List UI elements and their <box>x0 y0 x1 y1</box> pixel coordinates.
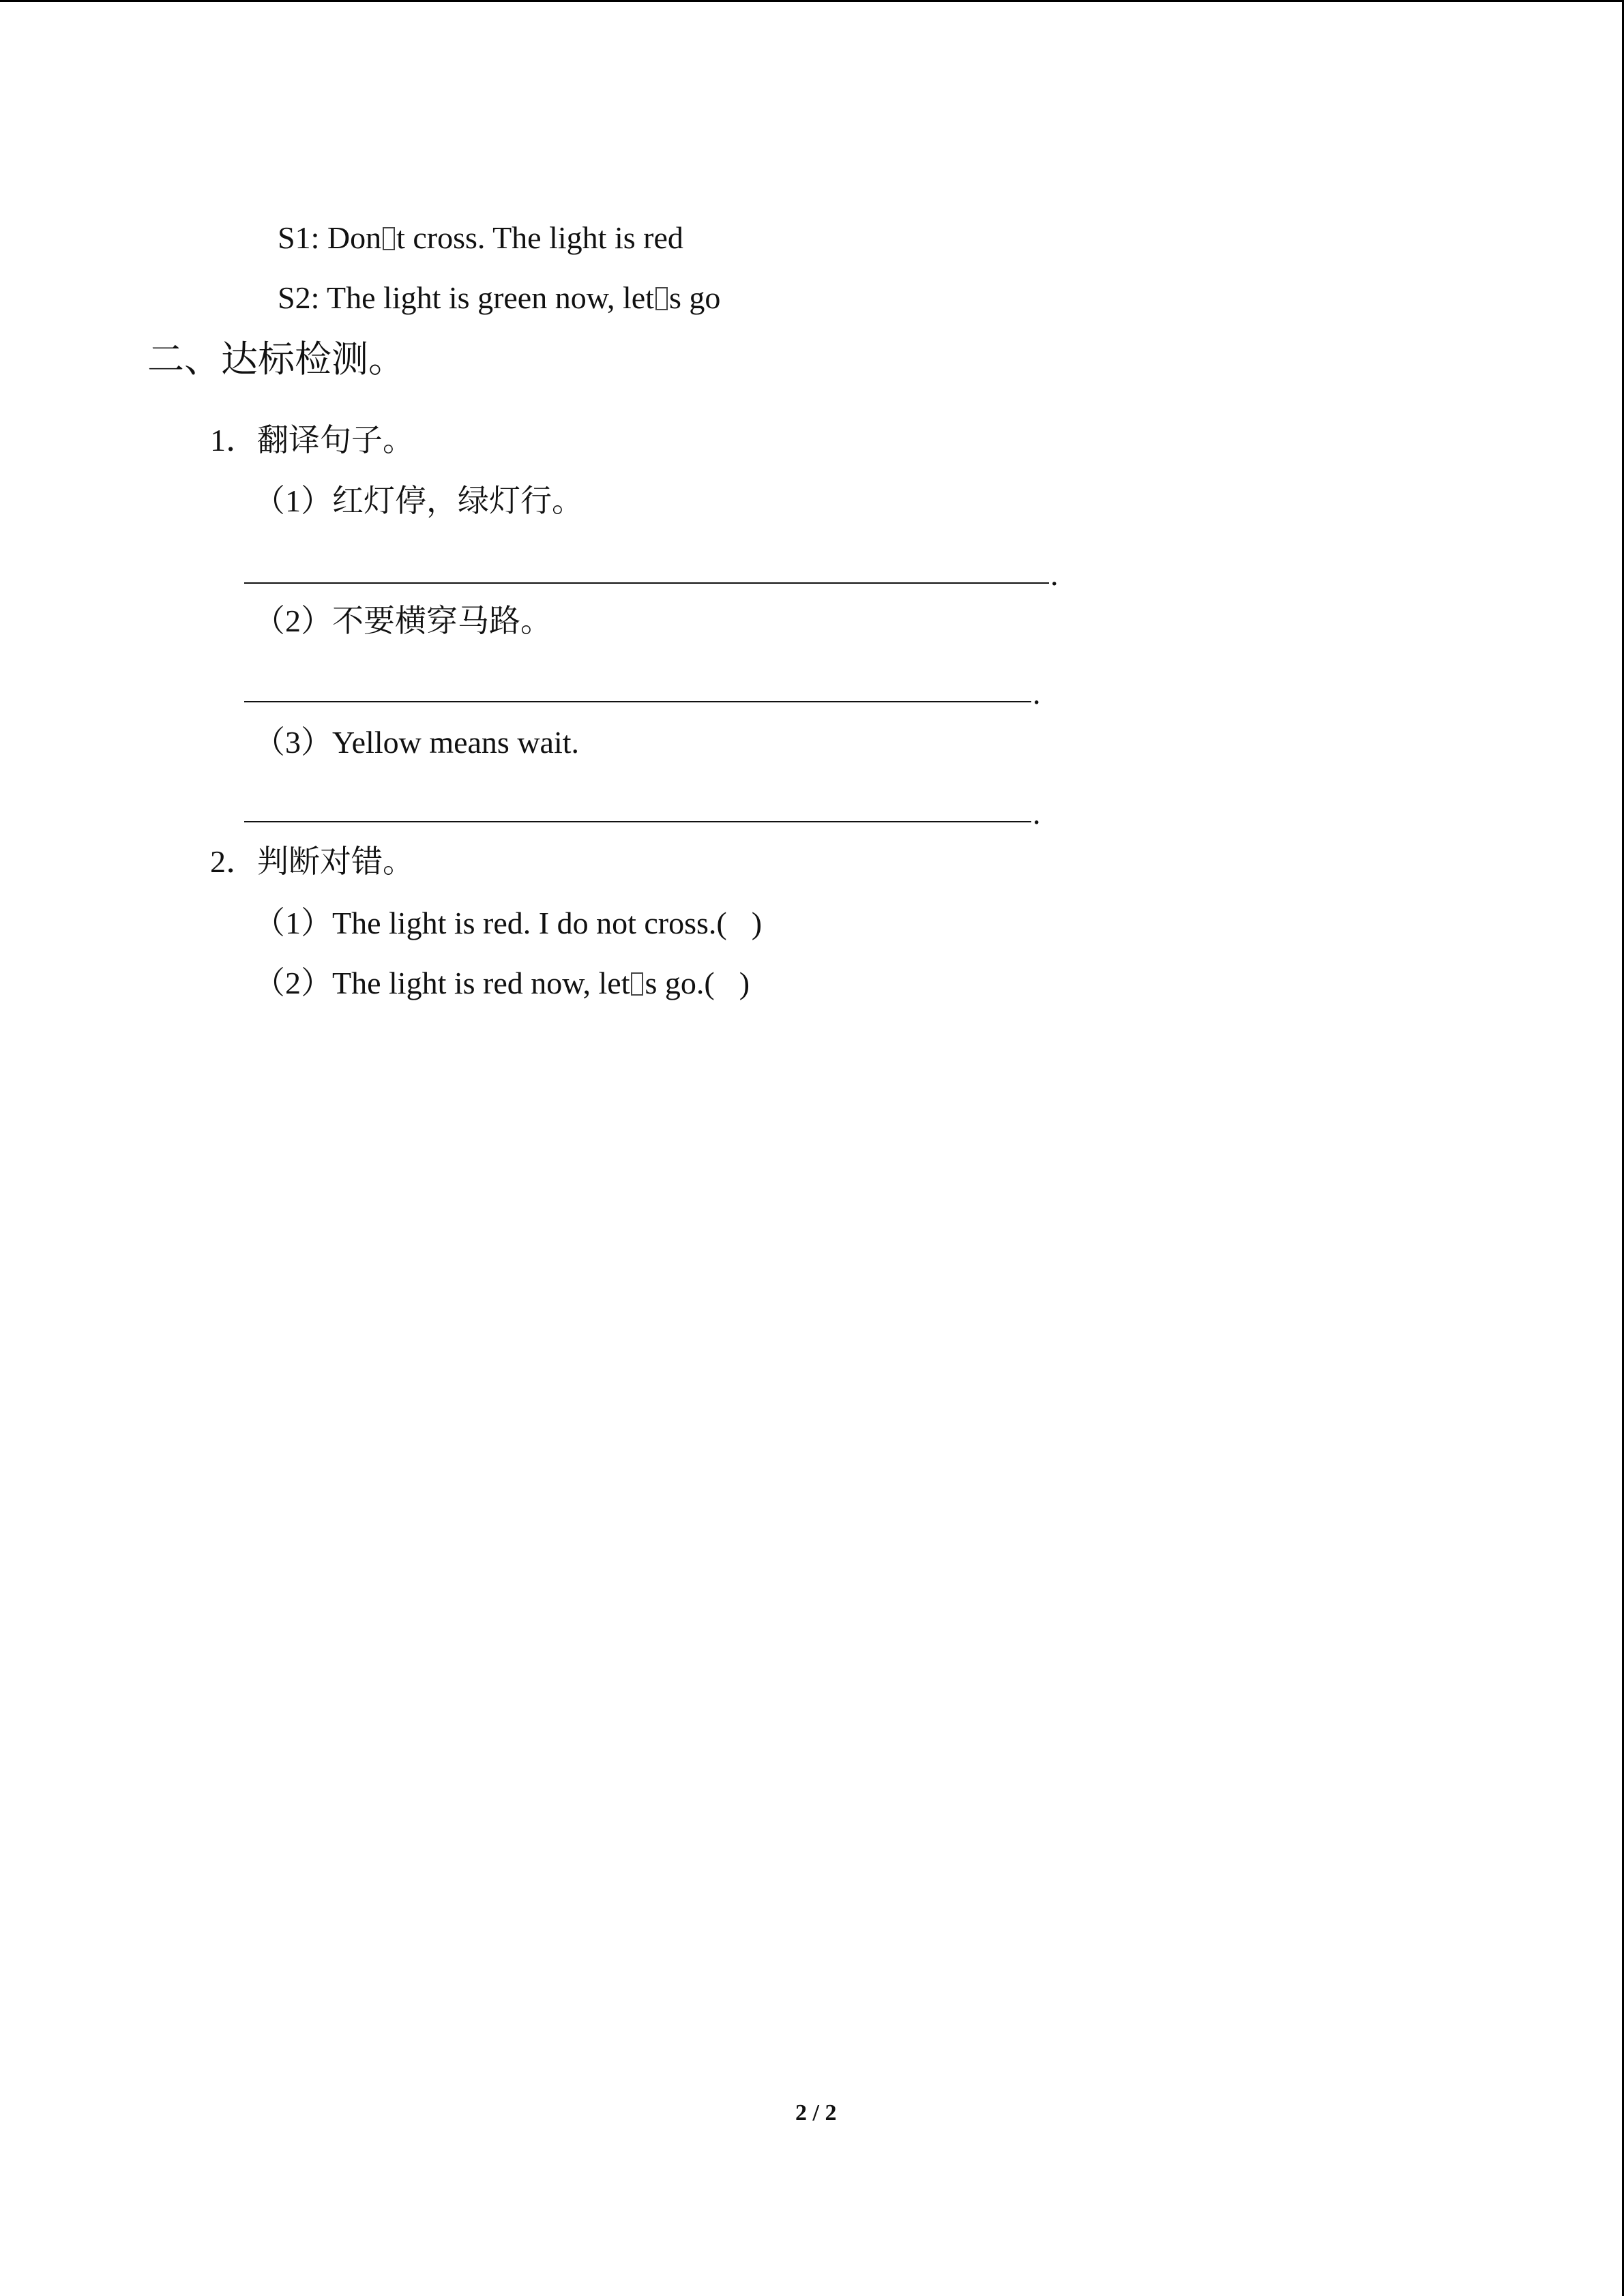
dialogue-line-s2 <box>278 282 720 314</box>
question-1-item-3: （3）Yellow means wait. <box>254 725 580 760</box>
question-2-item-1-text: （1）The light is red. I do not cross.( <box>254 906 727 940</box>
dialogue-s2-text-b: s go <box>668 280 721 315</box>
page-top-border <box>0 0 1624 2</box>
missing-glyph-box <box>383 227 395 250</box>
section-heading: 二、达标检测。 <box>147 339 405 380</box>
missing-glyph-box <box>631 972 643 996</box>
question-1-item-1: （1）红灯停，绿灯行。 <box>254 483 583 518</box>
question-2-item-2-text-b: s go.( <box>645 966 715 1000</box>
page-number: 2 / 2 <box>795 2100 837 2126</box>
question-2-item-2-text-a: （2）The light is red now, let <box>254 966 630 1000</box>
dialogue-line-s1 <box>278 222 683 254</box>
question-1-title: 1．翻译句子。 <box>210 423 414 458</box>
dialogue-s2-text-a: S2: The light is green now, let <box>278 280 654 315</box>
answer-blank-3[interactable] <box>244 821 1031 822</box>
missing-glyph-box <box>655 287 668 310</box>
question-1-item-2: （2）不要横穿马路。 <box>254 603 552 638</box>
question-2-title: 2．判断对错。 <box>210 844 414 879</box>
question-2-item-2-close: ) <box>739 966 750 1000</box>
answer-blank-1-period: . <box>1050 557 1059 592</box>
answer-blank-2-period: . <box>1033 676 1041 711</box>
answer-blank-2[interactable] <box>244 701 1031 702</box>
answer-blank-3-period: . <box>1033 796 1041 831</box>
dialogue-s1-text-b: t cross. The light is red <box>396 220 683 255</box>
dialogue-s1-text-a: S1: Don <box>278 220 382 255</box>
question-2-item-2 <box>254 968 750 999</box>
question-2-item-1-close: ) <box>751 906 763 940</box>
answer-blank-1[interactable] <box>244 582 1049 584</box>
question-2-item-1 <box>254 908 762 939</box>
